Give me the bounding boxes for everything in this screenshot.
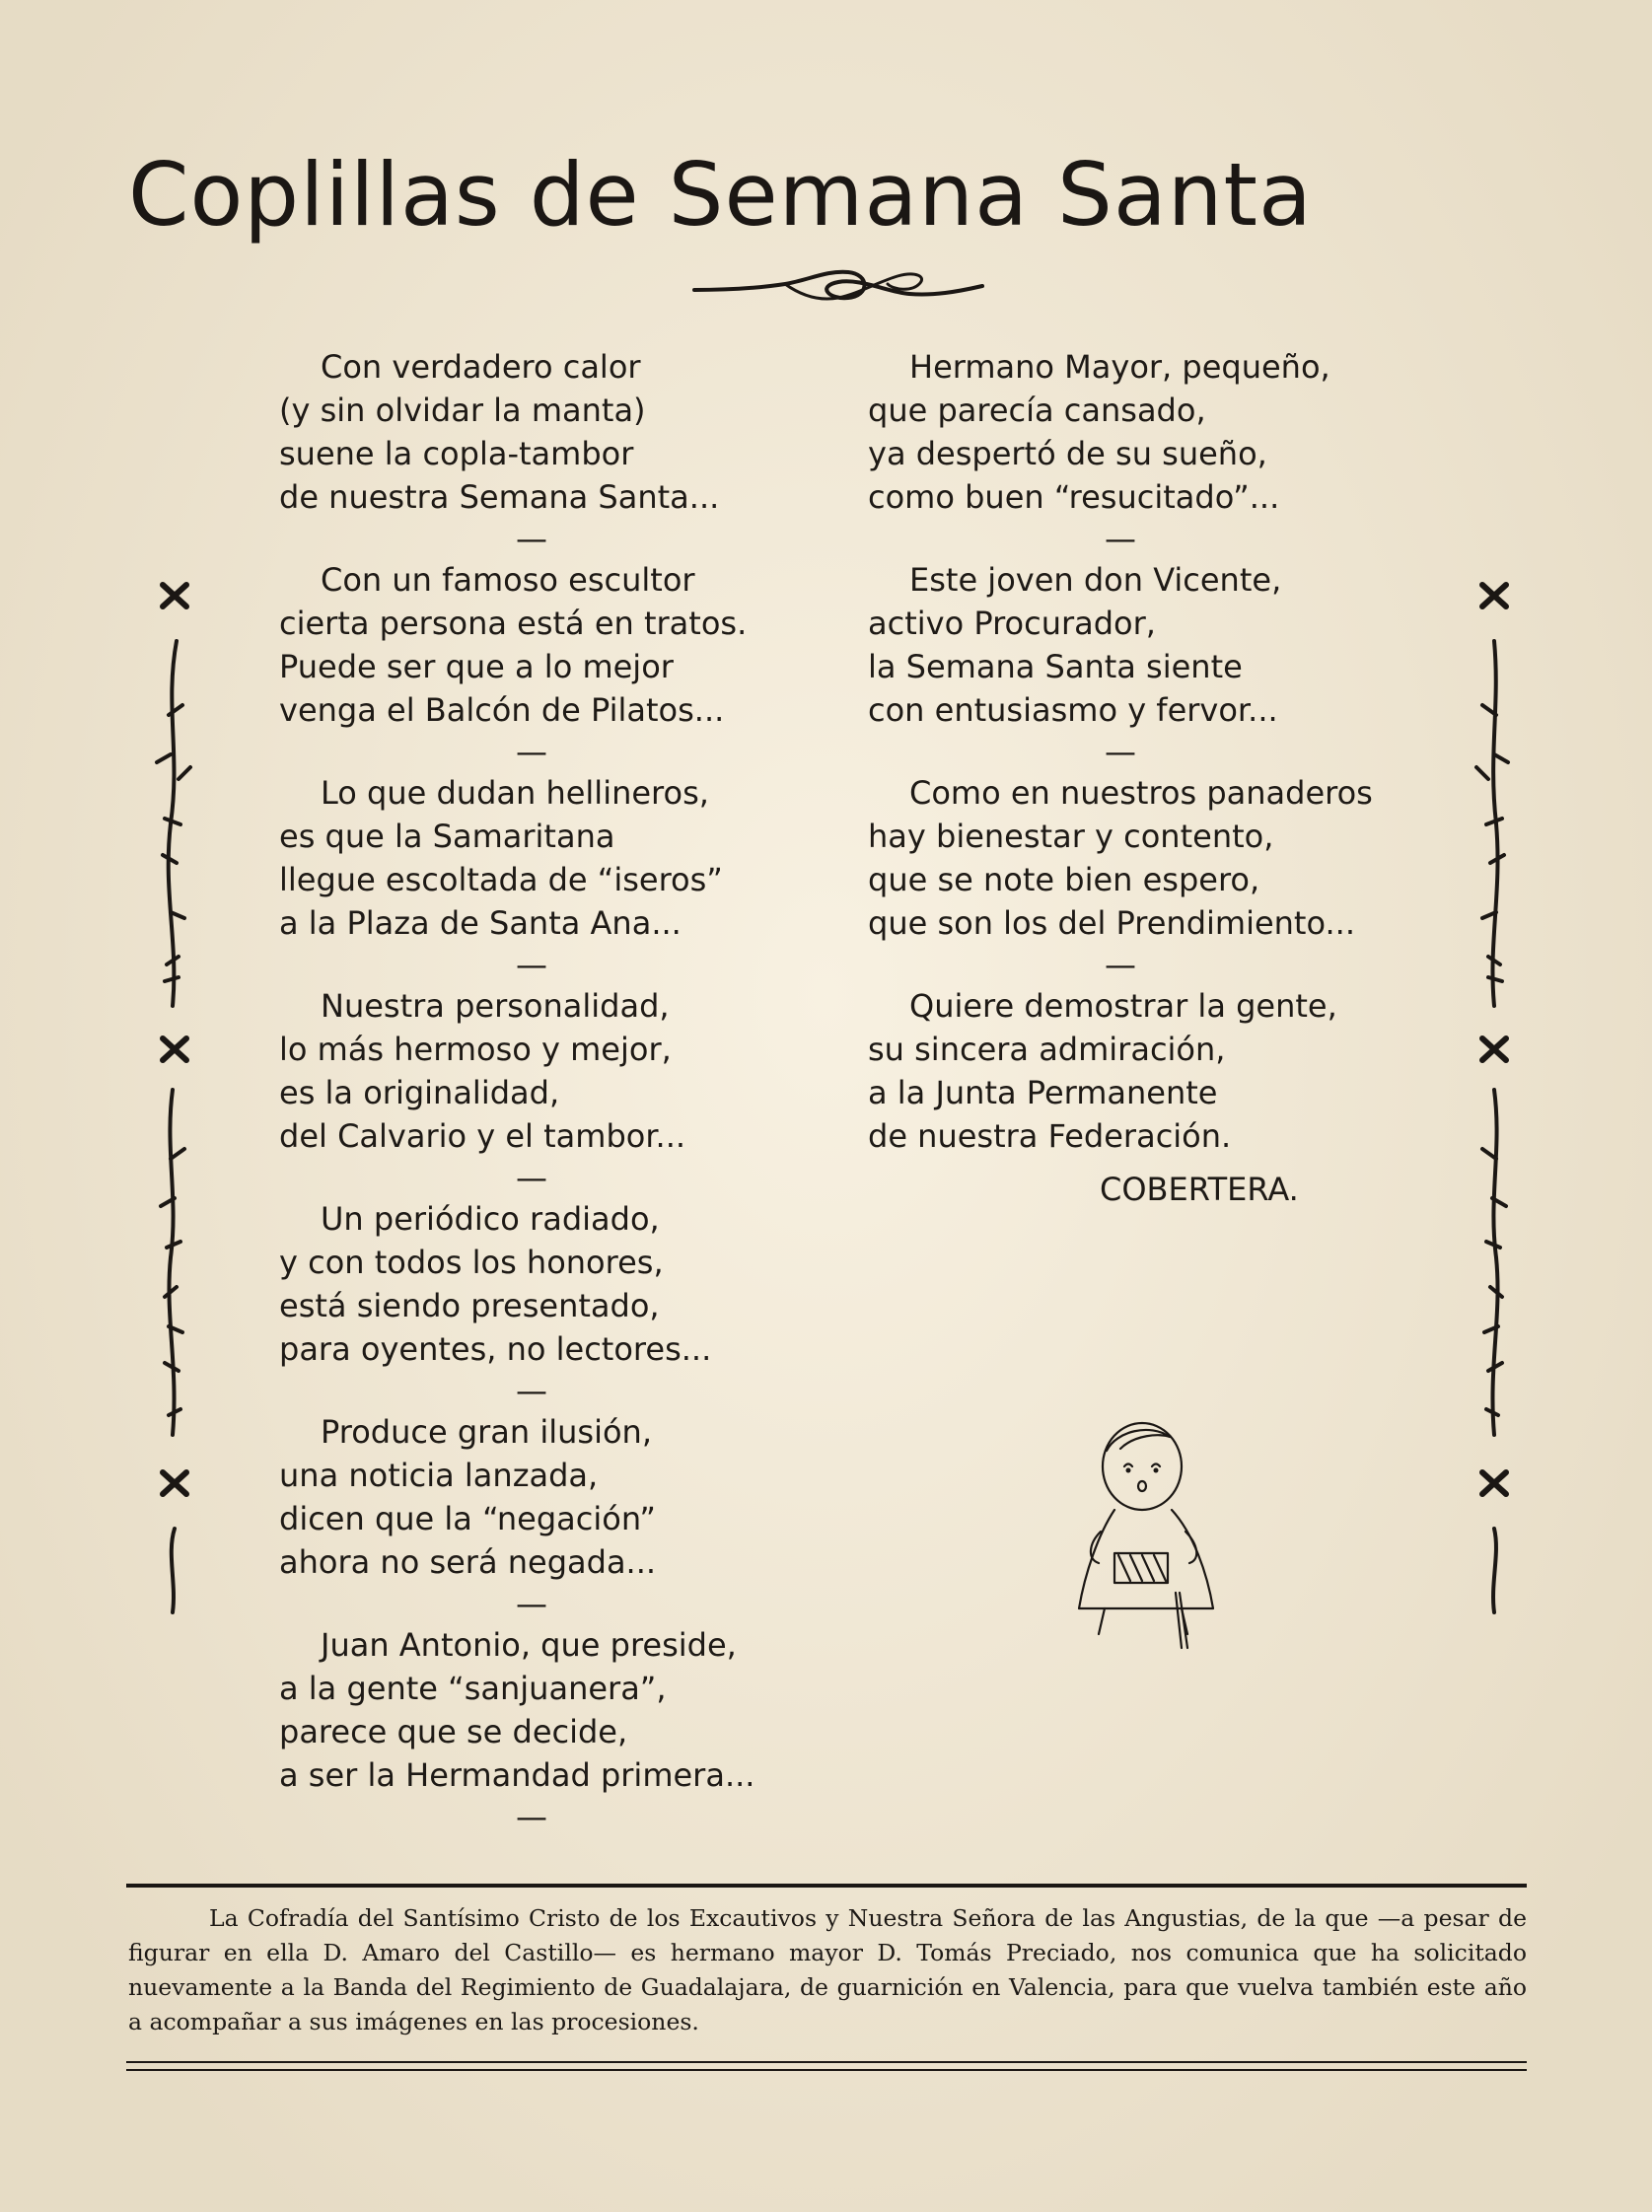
verse-line: una noticia lanzada,: [279, 1457, 599, 1494]
thorny-vine-icon: [1465, 567, 1524, 1637]
verse-line: suene la copla-tambor: [279, 435, 634, 472]
news-note: La Cofradía del Santísimo Cristo de los Excautivos y Nuestra Señora de las Angustias, de la que —a pesar de figurar en ella D. Amaro del Castillo— es hermano mayor D. Tomás Preciado, nos comunica que ha solicitado nuevamente a la Banda del Regimiento de Guadalajara, de guarnición en Valencia, para que vuelva también este año a acompañar a sus imágenes en las procesiones.: [128, 1904, 1527, 2035]
scroll-flourish-icon: [690, 264, 986, 312]
verse-line: para oyentes, no lectores...: [279, 1330, 712, 1368]
verse-line: Produce gran ilusión,: [321, 1413, 652, 1451]
copla-stanza: [868, 345, 1420, 519]
stanza-separator: —: [1105, 520, 1136, 557]
verse-line: dicen que la “negación”: [279, 1500, 656, 1537]
verse-line: Puede ser que a lo mejor: [279, 648, 674, 685]
stanza-separator: —: [516, 1798, 547, 1835]
verse-line: Juan Antonio, que preside,: [321, 1626, 737, 1664]
copla-stanza: [279, 771, 831, 945]
verse-line: venga el Balcón de Pilatos...: [279, 691, 725, 729]
verse-line: Nuestra personalidad,: [321, 987, 670, 1025]
stanza-separator: —: [1105, 733, 1136, 770]
verse-line: a la gente “sanjuanera”,: [279, 1670, 667, 1707]
verse-line: (y sin olvidar la manta): [279, 392, 646, 429]
verse-line: Un periódico radiado,: [321, 1200, 660, 1238]
verse-line: hay bienestar y contento,: [868, 818, 1274, 855]
verse-line: a la Junta Permanente: [868, 1074, 1218, 1111]
note-divider-bottom: [126, 2061, 1527, 2071]
verse-line: que se note bien espero,: [868, 861, 1260, 898]
verse-line: está siendo presentado,: [279, 1287, 660, 1324]
verse-line: Hermano Mayor, pequeño,: [909, 348, 1330, 386]
verse-line: lo más hermoso y mejor,: [279, 1031, 672, 1068]
verse-line: cierta persona está en tratos.: [279, 605, 748, 642]
verse-line: del Calvario y el tambor...: [279, 1117, 686, 1155]
verse-line: de nuestra Federación.: [868, 1117, 1232, 1155]
stanza-separator: —: [1105, 946, 1136, 983]
coplas-left-column: [279, 345, 831, 1836]
verse-line: Este joven don Vicente,: [909, 561, 1282, 599]
verse-line: Como en nuestros panaderos: [909, 774, 1373, 812]
stanza-separator: —: [516, 1372, 547, 1409]
verse-line: Con verdadero calor: [321, 348, 641, 386]
verse-line: a la Plaza de Santa Ana...: [279, 904, 682, 942]
verse-line: y con todos los honores,: [279, 1244, 664, 1281]
verse-line: que son los del Prendimiento...: [868, 904, 1355, 942]
verse-line: Lo que dudan hellineros,: [321, 774, 709, 812]
verse-line: la Semana Santa siente: [868, 648, 1243, 685]
copla-stanza: [279, 984, 831, 1158]
verse-line: como buen “resucitado”...: [868, 478, 1280, 516]
note-divider-top: [126, 1884, 1527, 1888]
child-drummer-icon: [1065, 1405, 1233, 1652]
verse-line: ahora no será negada...: [279, 1543, 657, 1581]
copla-stanza: [868, 984, 1420, 1158]
verse-line: es la originalidad,: [279, 1074, 560, 1111]
verse-line: llegue escoltada de “iseros”: [279, 861, 723, 898]
verse-line: ya despertó de su sueño,: [868, 435, 1267, 472]
author-signature: COBERTERA.: [1100, 1171, 1299, 1208]
copla-stanza: [868, 558, 1420, 732]
thorny-vine-icon: [143, 567, 202, 1637]
verse-line: su sincera admiración,: [868, 1031, 1226, 1068]
copla-stanza: [279, 1410, 831, 1584]
copla-stanza: [279, 558, 831, 732]
verse-line: parece que se decide,: [279, 1713, 628, 1750]
stanza-separator: —: [516, 946, 547, 983]
verse-line: Quiere demostrar la gente,: [909, 987, 1337, 1025]
verse-line: de nuestra Semana Santa...: [279, 478, 720, 516]
verse-line: Con un famoso escultor: [321, 561, 695, 599]
stanza-separator: —: [516, 1159, 547, 1196]
stanza-separator: —: [516, 733, 547, 770]
page-title: Coplillas de Semana Santa: [128, 144, 1313, 246]
verse-line: es que la Samaritana: [279, 818, 615, 855]
verse-line: activo Procurador,: [868, 605, 1156, 642]
coplas-right-column: [868, 345, 1420, 1211]
verse-line: a ser la Hermandad primera...: [279, 1756, 755, 1794]
copla-stanza: [279, 1623, 831, 1797]
verse-line: que parecía cansado,: [868, 392, 1206, 429]
stanza-separator: —: [516, 1585, 547, 1622]
copla-stanza: [279, 1197, 831, 1371]
copla-stanza: [279, 345, 831, 519]
copla-stanza: [868, 771, 1420, 945]
verse-line: con entusiasmo y fervor...: [868, 691, 1278, 729]
stanza-separator: —: [516, 520, 547, 557]
